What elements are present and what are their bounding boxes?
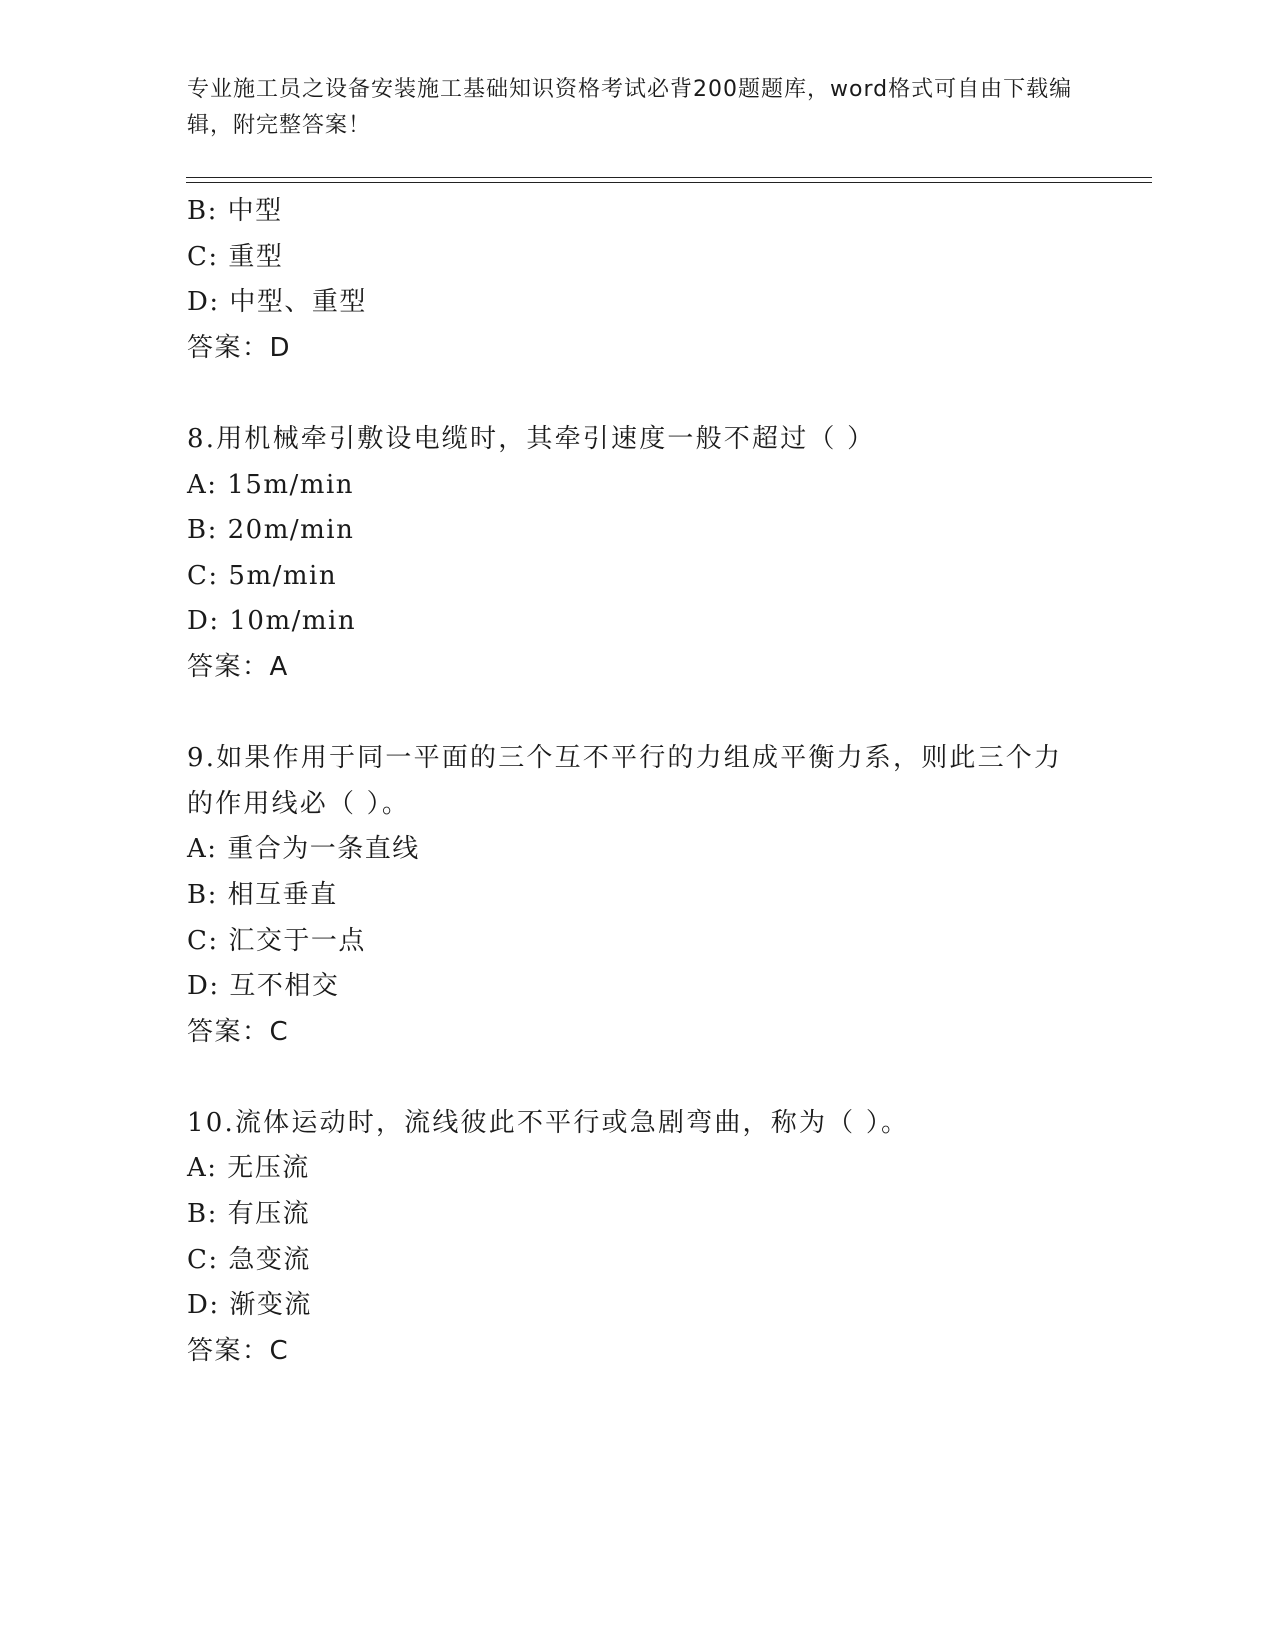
answer-text: 答案：C (187, 1016, 290, 1047)
question-stem: 9.如果作用于同一平面的三个互不平行的力组成平衡力系，则此三个力的作用线必（ ）。 (187, 743, 1063, 819)
question-10 (187, 1101, 1107, 1375)
option-d: D: 互不相交 (187, 971, 340, 1002)
option-c: C: 5m/min (187, 560, 338, 591)
question-stem: 10.流体运动时，流线彼此不平行或急剧弯曲，称为（ ）。 (187, 1107, 910, 1138)
option-d: D: 渐变流 (187, 1290, 312, 1321)
option-a: A: 重合为一条直线 (187, 834, 420, 865)
answer-text: 答案：D (187, 332, 292, 363)
option-a: A: 15m/min (187, 469, 355, 500)
question-8 (187, 417, 1107, 691)
answer-text: 答案：C (187, 1335, 290, 1366)
spacer (187, 1055, 1107, 1101)
option-b: B: 相互垂直 (187, 879, 338, 910)
option-c: C: 汇交于一点 (187, 925, 366, 956)
page-header: 专业施工员之设备安装施工基础知识资格考试必背200题题库，word格式可自由下载编辑，附完整答案！ (187, 77, 1073, 138)
question-fragment (187, 189, 1107, 371)
option-b: B: 中型 (187, 196, 283, 226)
question-list (187, 189, 1107, 1374)
answer-text: 答案：A (187, 651, 289, 682)
question-stem: 8.用机械牵引敷设电缆时，其牵引速度一般不超过（ ） (187, 423, 876, 454)
option-d: D: 中型、重型 (187, 287, 367, 318)
option-c: C: 重型 (187, 241, 284, 272)
option-d: D: 10m/min (187, 606, 357, 637)
spacer (187, 691, 1107, 737)
option-b: B: 有压流 (187, 1199, 311, 1230)
option-c: C: 急变流 (187, 1244, 311, 1275)
spacer (187, 371, 1107, 417)
option-a: A: 无压流 (187, 1153, 310, 1184)
option-b: B: 20m/min (187, 515, 355, 546)
header-divider-top (186, 177, 1152, 178)
header-divider-bottom (186, 182, 1152, 183)
question-9 (187, 736, 1107, 1055)
